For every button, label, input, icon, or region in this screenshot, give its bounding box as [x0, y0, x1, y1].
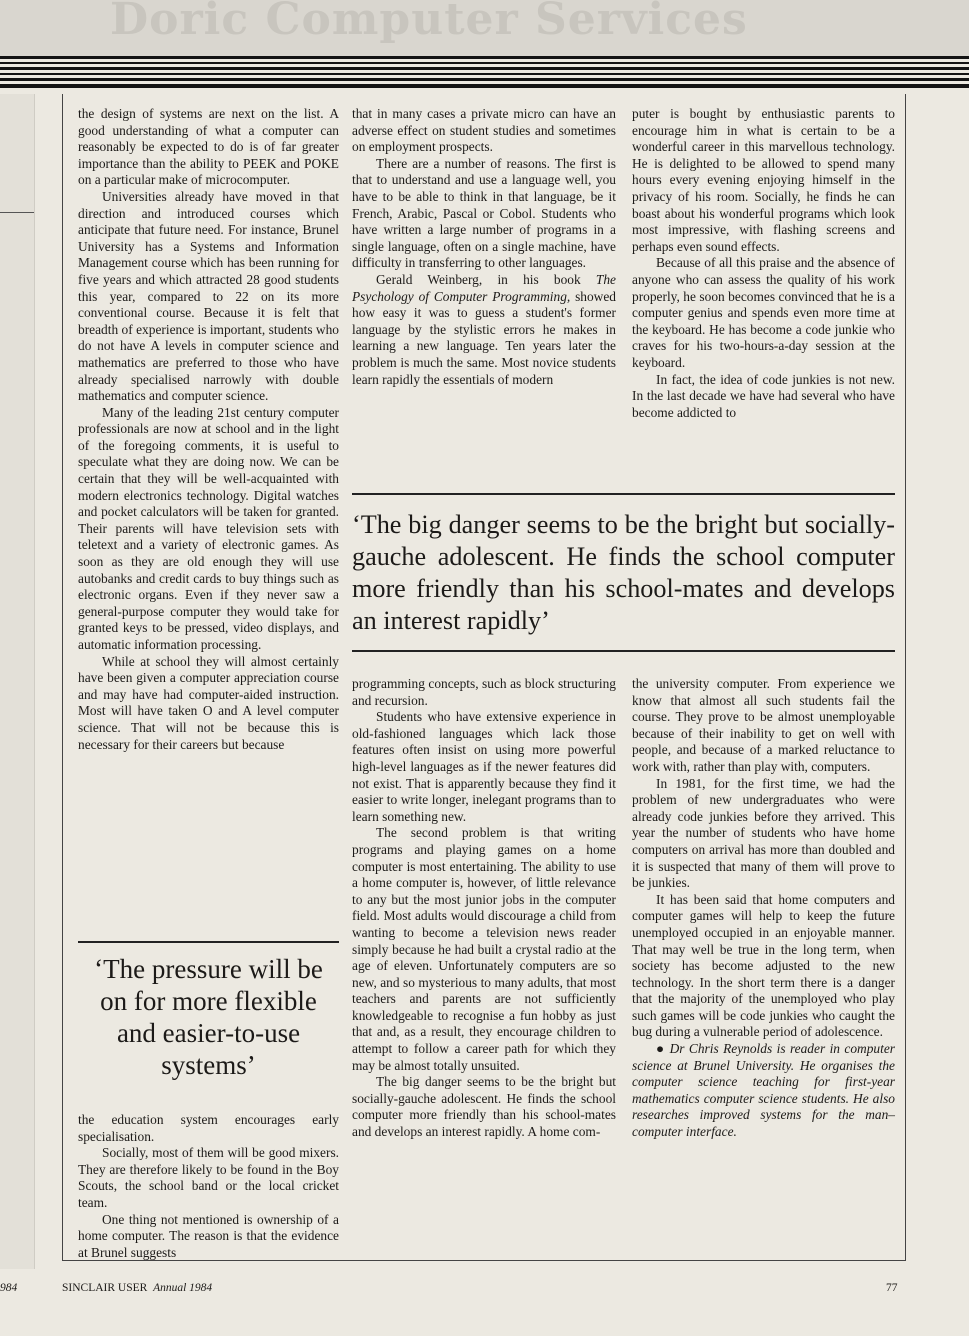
left-page-strip — [0, 94, 35, 1269]
pull-quote-wide — [352, 493, 895, 637]
pull-quote-text: ‘The pressure will be on for more flexible and easier-to-use systems’ — [94, 954, 323, 1080]
author-bio: ● Dr Chris Reynolds is reader in computer science at Brunel University. He organises the computer science teaching for first-year mathematics computer science students. He also researches improved systems for the man–computer interface. — [632, 1041, 895, 1140]
paragraph: Because of all this praise and the absence of anyone who can assess the quality of his work properly, he soon becomes convinced that he is a computer genius and spends even more time at the keyboard. He has become a code junkie who craves for his two-hours-a-day session at the keyboard. — [632, 255, 895, 370]
paragraph: While at school they will almost certainly have been given a computer appreciation course and may have had computer-aided instruction. Most will have taken O and A level computer science. That will not be because this is necessary for their careers but because — [78, 653, 339, 752]
pull-quote-rule-bottom — [352, 650, 895, 652]
paragraph: the education system encourages early specialisation. — [78, 1112, 339, 1144]
column-3-top — [632, 106, 895, 421]
paragraph: Many of the leading 21st century computer professionals are now at school and in the light of the foregoing comments, it is useful to speculate what they are doing now. We can be certain that they will be well-acquainted with modern electronics technology. Digital watches and pocket calculators will be taken for granted. Their parents will have television sets with teletext and a variety of electronic games. As soon as they are old enough they will use autobanks and credit cards to buy things such as electronic organs. Even if they never saw a general-purpose computer they would take for granted keys to be pressed, video displays, and automatic information processing. — [78, 404, 339, 652]
paragraph: programming concepts, such as block structuring and recursion. — [352, 676, 616, 708]
column-1-continued — [78, 1112, 339, 1261]
pull-quote-left — [78, 941, 339, 1081]
paragraph: In 1981, for the first time, we had the problem of new undergraduates who were already code junkies before they arrived. This year the number of students who have home computers on arrival has more than doubled and it is suspected that many of them will prove to be junkies. — [632, 775, 895, 891]
paragraph: One thing not mentioned is ownership of a home computer. The reason is that the evidence at Brunel suggests — [78, 1211, 339, 1260]
column-2-top — [352, 106, 616, 388]
paragraph: that in many cases a private micro can have an adverse effect on student studies and sometimes on employment prospects. — [352, 106, 616, 155]
bullet-icon: ● — [656, 1041, 666, 1057]
paragraph: The second problem is that writing programs and playing games on a home computer is most entertaining. The ability to use a home computer is, however, of little relevance to any but the most junior jobs in the computer field. Most adults would discourage a child from wanting to become a television news reader simply because he had built a crystal radio at the age of eleven. Unfortunately computers are so new, and so mysterious to many adults, that most teachers and parents are not sufficiently knowledgeable to recognise a fun hobby as just that and, as a result, they encourage children to attempt to follow a career path for which they may be almost totally unsuited. — [352, 825, 616, 1073]
column-2-bottom — [352, 676, 616, 1141]
paragraph: Universities already have moved in that direction and introduced courses which anticipate that future need. For instance, Brunel University has a Systems and Information Management course which has been running for five years and which attracted 28 good students this year, compared to 22 on its more conventional course. Because it is felt that breadth of experience is important, students who do not have A levels in computer science and mathematics are preferred to those who have already specialised narrowly with double mathematics and computer science. — [78, 188, 339, 404]
page-number: 77 — [886, 1282, 898, 1294]
paragraph: It has been said that home computers and computer games will help to keep the future unemployed occupied in an enjoyable manner. That may well be true in the long term, when society has become adjusted to the new technology. In the short term there is a danger that the majority of the unemployed who play such games will be code junkies who caught the bug during a vulnerable period of adolescence. — [632, 891, 895, 1040]
issue-name: Annual 1984 — [153, 1282, 213, 1294]
footer-publication — [62, 1282, 212, 1294]
ghost-header-text: Doric Computer Services — [110, 0, 748, 45]
book-title: The Psychology of Computer Programming, — [352, 271, 616, 304]
column-3-bottom — [632, 676, 895, 1141]
left-margin-fragment: 984 — [0, 1282, 18, 1294]
magazine-name: SINCLAIR USER — [62, 1282, 148, 1294]
pull-quote-text: ‘The big danger seems to be the bright but socially-gauche adolescent. He finds the school computer more friendly than his school-mates and develops an interest rapidly’ — [352, 510, 895, 635]
paragraph: There are a number of reasons. The first is that to understand and use a language well, you have to be able to think in that language, be it French, Arabic, Pascal or Cobol. Students who have written a large number of programs in a single language, often on a single machine, have difficulty in transferring to other languages. — [352, 155, 616, 271]
paragraph: puter is bought by enthusiastic parents to encourage him in what is certain to be a wonderful career in this marvellous technology. He is delighted to be allowed to spend many hours every evening enjoying himself in the privacy of his room. Socially, he finds he can boast about his wonderful programs which look most impressive, with flashing screens and perhaps even sound effects. — [632, 106, 895, 254]
paragraph: Socially, most of them will be good mixers. They are therefore likely to be found in the Boy Scouts, the school band or the local cricket team. — [78, 1145, 339, 1210]
header-rules — [0, 56, 969, 94]
paragraph: In fact, the idea of code junkies is not new. In the last decade we have had several who have become addicted to — [632, 371, 895, 420]
top-band — [0, 0, 969, 56]
paragraph: The big danger seems to be the bright but socially-gauche adolescent. He finds the school computer more friendly than his school-mates and develops an interest rapidly. A home com- — [352, 1074, 616, 1140]
paragraph: the university computer. From experience we know that almost all such students fail the course. They prove to be almost unemployable because of their inability to get on well with people, and because of a marked reluctance to work with, rather than play with, computers. — [632, 676, 895, 774]
paragraph: Students who have extensive experience in old-fashioned languages which lack those features often insist on using more powerful high-level languages as if the newer features did not exist. That is apparently because they find it easier to write longer, inelegant programs than to learn something new. — [352, 709, 616, 824]
paragraph: Gerald Weinberg, in his book The Psychology of Computer Programming, showed how easy it was to guess a student's former language by the stylistic errors he makes in learning a new language. Ten years later the problem is much the same. Most novice students learn rapidly the essentials of modern — [352, 271, 616, 387]
column-1 — [78, 106, 339, 753]
paragraph: the design of systems are next on the list. A good understanding of what a computer can reasonably be expected to do is of far greater importance than the ability to PEEK and POKE on a particular make of microcomputer. — [78, 106, 339, 188]
